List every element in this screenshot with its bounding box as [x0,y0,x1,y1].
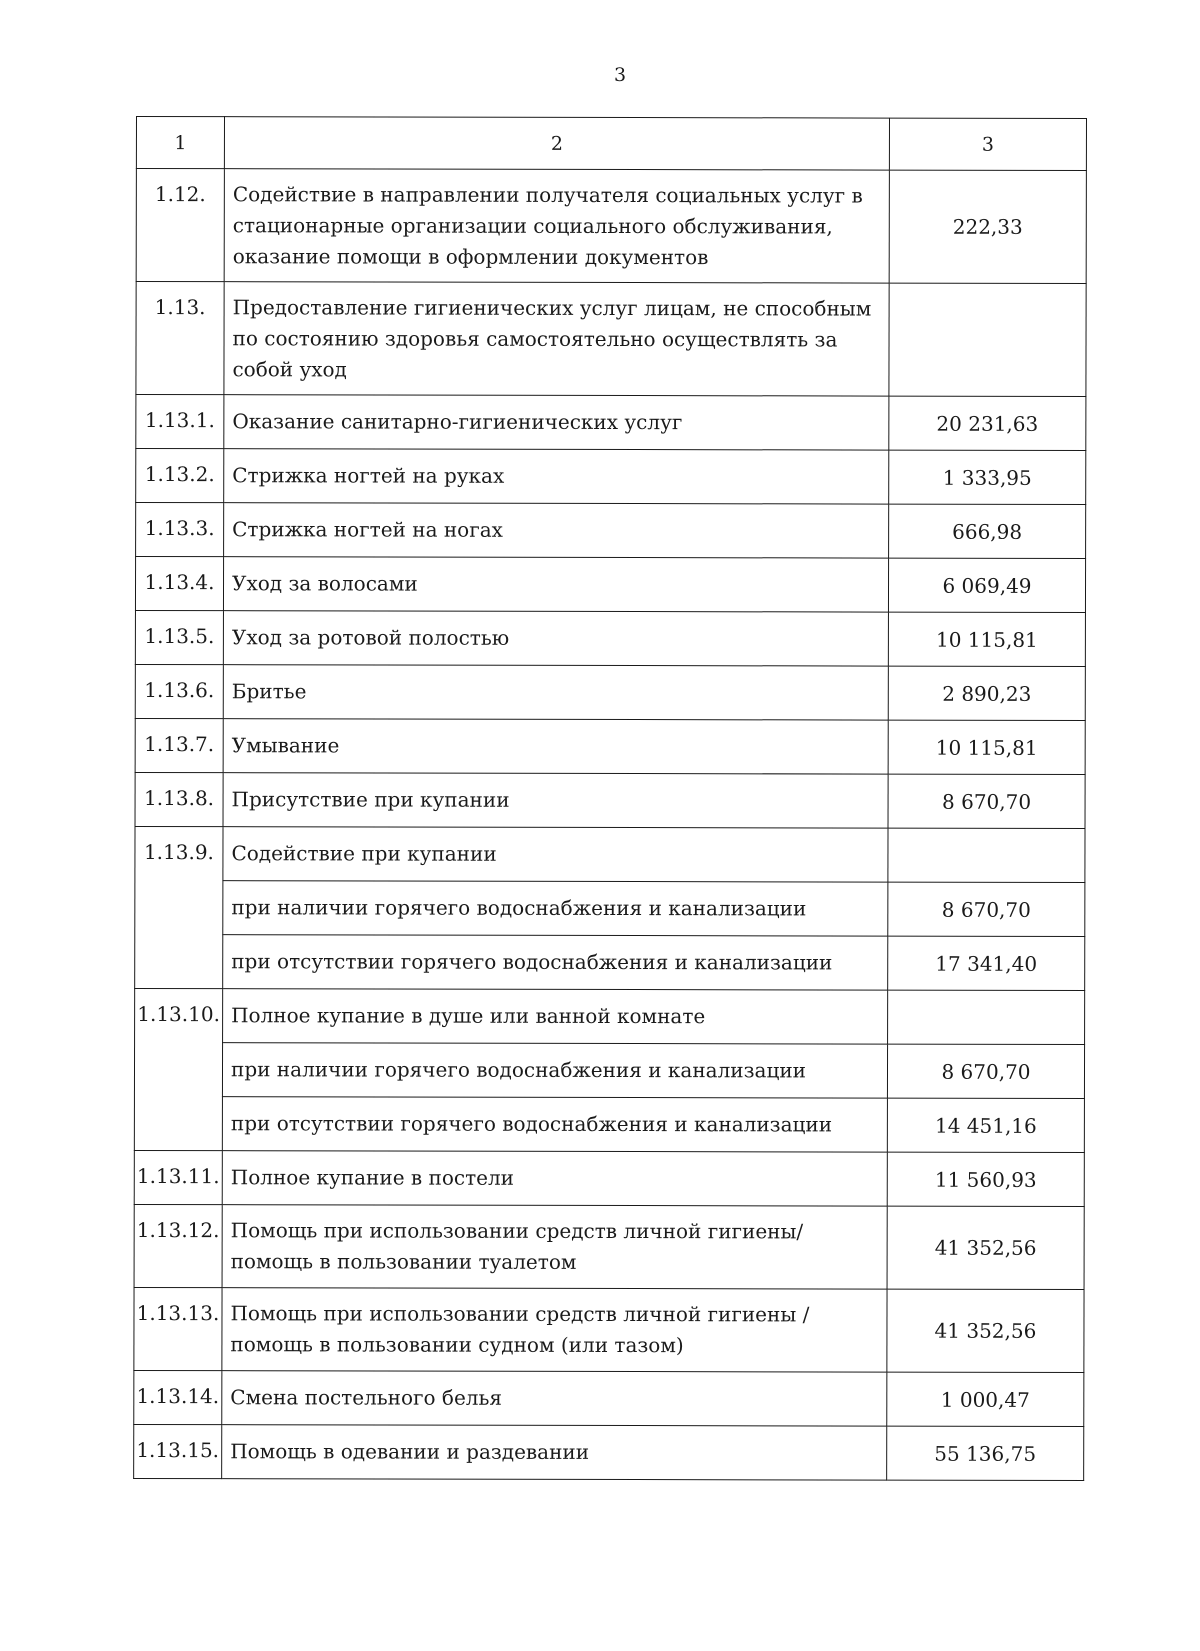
table-header-row [136,117,1086,171]
row-value [888,828,1085,882]
row-service-name: Содействие при купании [223,827,888,882]
row-service-name: Уход за ротовой полостью [223,611,888,666]
table-row [134,1424,1084,1480]
row-number: 1.13.6. [135,664,223,718]
row-number: 1.13.9. [135,826,223,988]
row-service-name: Смена постельного белья [222,1371,887,1426]
page-number: 3 [613,64,627,86]
row-number: 1.13. [136,282,224,395]
row-value: 2 890,23 [888,666,1085,720]
table-row [134,1150,1084,1206]
row-value: 8 670,70 [888,882,1085,936]
row-value: 8 670,70 [888,774,1085,828]
header-col-3: 3 [889,118,1086,170]
row-number: 1.12. [136,169,224,282]
row-value [889,283,1086,396]
row-value: 55 136,75 [887,1426,1084,1480]
table-row [135,880,1085,936]
row-service-name: Присутствие при купании [223,773,888,828]
row-service-name: Помощь при использовании средств личной гигиены / помощь в пользовании судном (или тазом) [222,1288,887,1372]
table-row [134,1370,1084,1426]
row-number: 1.13.7. [135,718,223,772]
row-number: 1.13.10. [134,988,222,1150]
table-row [135,934,1085,990]
row-number: 1.13.14. [134,1370,222,1424]
row-number: 1.13.13. [134,1287,222,1370]
row-service-name: при наличии горячего водоснабжения и канализации [222,1043,887,1098]
row-service-name: Предоставление гигиенических услуг лицам, не способным по состоянию здоровья самостоятельно осуществлять за собой уход [224,282,889,396]
row-service-name: Помощь в одевании и раздевании [222,1425,887,1480]
table-row [135,988,1085,1044]
table-row [135,664,1085,720]
row-service-name: при отсутствии горячего водоснабжения и канализации [223,935,888,990]
row-service-name: при наличии горячего водоснабжения и канализации [223,881,888,936]
table-row [135,610,1085,666]
row-number: 1.13.12. [134,1204,222,1287]
row-value: 20 231,63 [889,396,1086,450]
row-value: 17 341,40 [888,936,1085,990]
row-service-name: Полное купание в душе или ванной комнате [223,989,888,1044]
row-service-name: Стрижка ногтей на руках [224,449,889,504]
row-value: 1 000,47 [887,1372,1084,1426]
row-value: 14 451,16 [887,1098,1084,1152]
row-value: 10 115,81 [888,612,1085,666]
table-row [134,1204,1084,1289]
header-col-2: 2 [224,117,889,170]
table-row [135,718,1085,774]
row-service-name: Умывание [223,719,888,774]
row-number: 1.13.15. [134,1424,222,1478]
row-service-name: при отсутствии горячего водоснабжения и канализации [222,1097,887,1152]
table-row [135,557,1085,613]
row-value: 222,33 [889,170,1086,283]
row-service-name: Оказание санитарно-гигиенических услуг [224,395,889,450]
row-service-name: Содействие в направлении получателя социальных услуг в стационарные организации социального обслуживания, оказание помощи в оформлении документов [224,169,889,283]
table-row [134,1287,1084,1372]
row-value: 10 115,81 [888,720,1085,774]
tariff-table [133,116,1087,1481]
table-row [136,503,1086,559]
row-value: 8 670,70 [887,1044,1084,1098]
row-number: 1.13.3. [136,503,224,557]
table-row [136,449,1086,505]
row-number: 1.13.5. [135,610,223,664]
row-number: 1.13.11. [134,1150,222,1204]
table-row [136,395,1086,451]
table-row [136,169,1086,284]
row-value: 11 560,93 [887,1152,1084,1206]
row-service-name: Бритье [223,665,888,720]
row-number: 1.13.4. [135,557,223,611]
table-row [135,772,1085,828]
row-number: 1.13.2. [136,449,224,503]
row-number: 1.13.8. [135,772,223,826]
row-value [888,990,1085,1044]
row-service-name: Помощь при использовании средств личной гигиены/помощь в пользовании туалетом [222,1205,887,1289]
row-service-name: Стрижка ногтей на ногах [224,503,889,558]
row-service-name: Полное купание в постели [222,1151,887,1206]
table-row [134,1042,1084,1098]
table-row [135,826,1085,882]
row-value: 6 069,49 [888,558,1085,612]
row-value: 41 352,56 [887,1289,1084,1372]
table-row [136,282,1086,397]
row-number: 1.13.1. [136,395,224,449]
row-service-name: Уход за волосами [223,557,888,612]
table-row [134,1096,1084,1152]
header-col-1: 1 [136,117,224,169]
row-value: 41 352,56 [887,1206,1084,1289]
row-value: 1 333,95 [889,450,1086,504]
row-value: 666,98 [889,504,1086,558]
